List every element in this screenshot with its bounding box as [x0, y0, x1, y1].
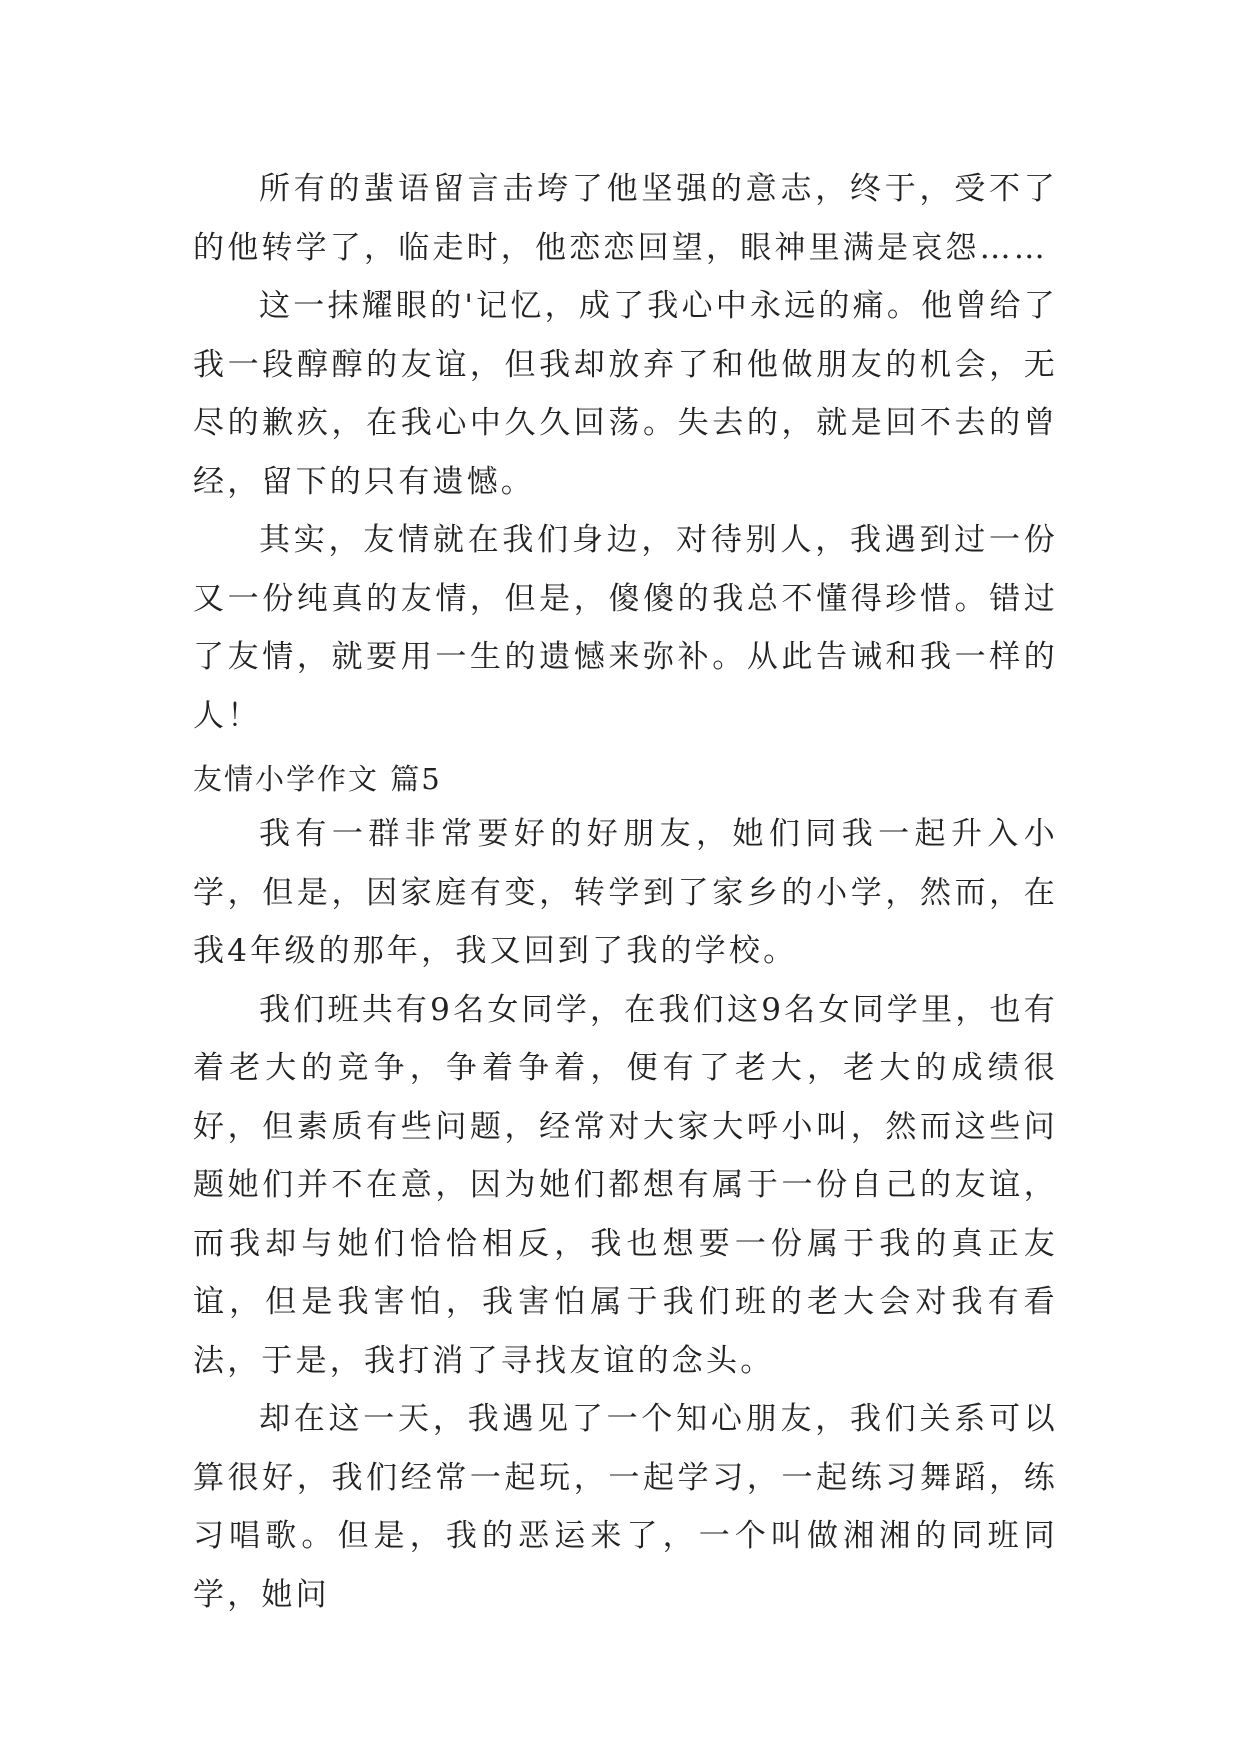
paragraph: 所有的蜚语留言击垮了他坚强的意志，终于，受不了的他转学了，临走时，他恋恋回望，眼神里满是哀怨…… [193, 171, 1058, 266]
paragraph: 却在这一天，我遇见了一个知心朋友，我们关系可以算很好，我们经常一起玩，一起学习，一起练习舞蹈，练习唱歌。但是，我的恶运来了，一个叫做湘湘的同班同学，她问 [193, 1401, 1058, 1613]
section-heading: 友情小学作文 篇5 [193, 762, 442, 796]
paragraph: 我们班共有9名女同学，在我们这9名女同学里，也有着老大的竞争，争着争着，便有了老大，老大的成绩很好，但素质有些问题，经常对大家大呼小叫，然而这些问题她们并不在意，因为她们都想有属于一份自己的友谊，而我却与她们恰恰相反，我也想要一份属于我的真正友谊，但是我害怕，我害怕属于我们班的老大会对我有看法，于是，我打消了寻找友谊的念头。 [193, 991, 1058, 1379]
bottom-text-block [193, 805, 1058, 1624]
paragraph: 这一抹耀眼的'记忆，成了我心中永远的痛。他曾给了我一段醇醇的友谊，但我却放弃了和他做朋友的机会，无尽的歉疚，在我心中久久回荡。失去的，就是回不去的曾经，留下的只有遗憾。 [193, 288, 1058, 500]
paragraph: 我有一群非常要好的好朋友，她们同我一起升入小学，但是，因家庭有变，转学到了家乡的小学，然而，在我4年级的那年，我又回到了我的学校。 [193, 816, 1058, 969]
top-text-block [193, 160, 1058, 745]
paragraph: 其实，友情就在我们身边，对待别人，我遇到过一份又一份纯真的友情，但是，傻傻的我总不懂得珍惜。错过了友情，就要用一生的遗憾来弥补。从此告诫和我一样的人！ [193, 522, 1058, 734]
